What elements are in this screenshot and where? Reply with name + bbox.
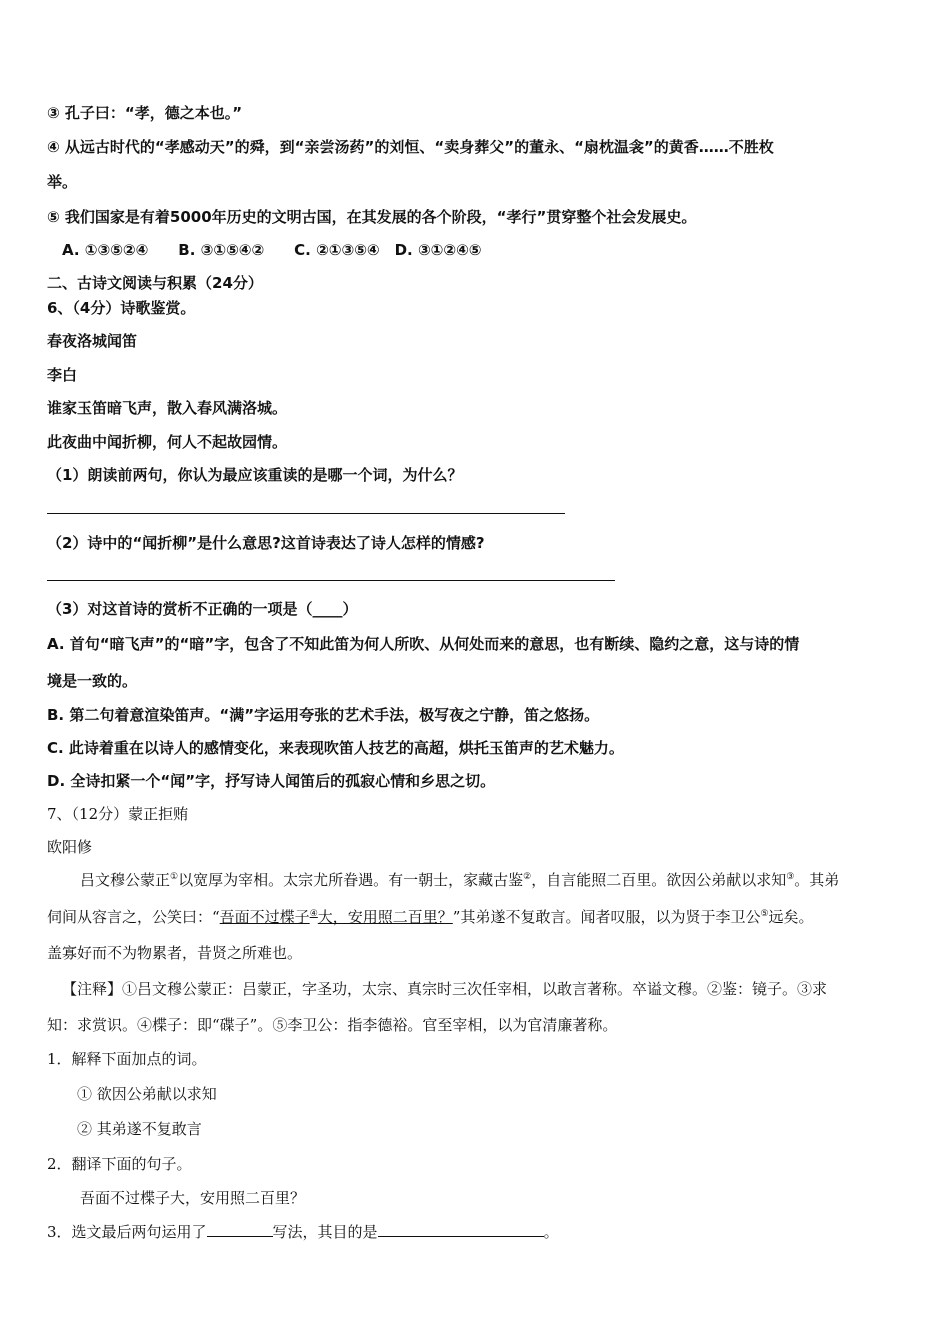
q6-option-b: B. 第二句着意渲染笛声。“满”字运用夸张的艺术手法，极写夜之宁静，笛之悠扬。 [47, 706, 600, 724]
q6-option-a-line2: 境是一致的。 [47, 672, 138, 690]
q6-sub1-answer-line[interactable] [47, 513, 565, 514]
q5-sentence-4-line1: ④ 从远古时代的“孝感动天”的舜，到“亲尝汤药”的刘恒、“卖身葬父”的董永、“扇枕温衾”的黄香……不胜枚 [47, 138, 774, 156]
q5-sentence-4-line2: 举。 [47, 173, 78, 191]
poem-author: 李白 [47, 366, 78, 384]
underlined-sentence-part1: 吾面不过楪子 [219, 908, 310, 926]
q7-question-1a: ① 欲因公弟献以求知 [77, 1085, 217, 1103]
q6-title: 6、（4分）诗歌鉴赏。 [47, 299, 196, 317]
q7-question-1b: ② 其弟遂不复敢言 [77, 1120, 202, 1138]
poem-line-1: 谁家玉笛暗飞声，散入春风满洛城。 [47, 399, 288, 417]
q6-option-c: C. 此诗着重在以诗人的感情变化，来表现吹笛人技艺的高超，烘托玉笛声的艺术魅力。 [47, 739, 624, 757]
q7-question-3-middle: 写法，其目的是 [272, 1223, 378, 1241]
q7-title: 7、（12分）蒙正拒贿 [47, 805, 189, 823]
footnote-marker: ③ [786, 872, 795, 882]
passage-text: 。其弟 [794, 871, 840, 889]
footnote-marker: ④ [309, 909, 318, 919]
passage-line-1 [80, 870, 839, 890]
footnote-marker: ② [523, 872, 532, 882]
passage-text: ”其弟遂不复敢言。闻者叹服，以为贤于李卫公 [452, 908, 761, 926]
q7-question-3-blank-1[interactable] [207, 1222, 273, 1237]
passage-text: ，自言能照二百里。欲因公弟献以求知 [531, 871, 787, 889]
q6-sub3-suffix: ） [342, 600, 358, 618]
q6-sub3-blank[interactable]: ____ [312, 600, 343, 618]
passage-line-3: 盖寡好而不为物累者，昔贤之所难也。 [47, 944, 303, 962]
q7-question-1: 1．解释下面加点的词。 [47, 1050, 207, 1068]
q6-sub3 [47, 599, 357, 619]
q6-sub2-answer-line[interactable] [47, 580, 615, 581]
q6-sub2: （2）诗中的“闻折柳”是什么意思?这首诗表达了诗人怎样的情感? [47, 534, 485, 552]
q7-question-2-sentence: 吾面不过楪子大，安用照二百里？ [80, 1189, 306, 1207]
q6-sub1: （1）朗读前两句，你认为最应该重读的是哪一个词，为什么？ [47, 466, 463, 484]
passage-text: 远矣。 [768, 908, 814, 926]
q7-question-3-suffix: 。 [543, 1223, 559, 1241]
section-2-heading: 二、古诗文阅读与积累（24分） [47, 274, 263, 292]
q7-question-3-prefix: 3．选文最后两句运用了 [47, 1223, 207, 1241]
annotation-line-2: 知：求赏识。④楪子：即“碟子”。⑤李卫公：指李德裕。官至宰相，以为官清廉著称。 [47, 1016, 618, 1034]
q6-option-a-line1: A. 首句“暗飞声”的“暗”字，包含了不知此笛为何人所吹、从何处而来的意思，也有断续、隐约之意，这与诗的情 [47, 635, 800, 653]
q7-author: 欧阳修 [47, 838, 93, 856]
q7-question-3 [47, 1222, 559, 1242]
footnote-marker: ⑤ [760, 909, 769, 919]
q6-sub3-prefix: （3）对这首诗的赏析不正确的一项是（ [47, 600, 313, 618]
q5-sentence-5: ⑤ 我们国家是有着5000年历史的文明古国，在其发展的各个阶段，“孝行”贯穿整个社会发展史。 [47, 208, 697, 226]
q7-question-3-blank-2[interactable] [378, 1222, 544, 1237]
q7-question-2: 2．翻译下面的句子。 [47, 1155, 192, 1173]
footnote-marker: ① [170, 872, 179, 882]
annotation-line-1: 【注释】①吕文穆公蒙正：吕蒙正，字圣功，太宗、真宗时三次任宰相，以敢言著称。卒谥文穆。②鉴：镜子。③求 [62, 980, 828, 998]
underlined-sentence-part2: 大，安用照二百里？ [317, 908, 453, 926]
poem-title: 春夜洛城闻笛 [47, 332, 138, 350]
passage-text: 伺间从容言之，公笑曰：“ [47, 908, 220, 926]
passage-text: 吕文穆公蒙正 [80, 871, 171, 889]
q5-options: A. ①③⑤②④ B. ③①⑤④② C. ②①③⑤④ D. ③①②④⑤ [62, 241, 482, 259]
poem-line-2: 此夜曲中闻折柳，何人不起故园情。 [47, 433, 288, 451]
passage-text: 以宽厚为宰相。太宗尤所眷遇。有一朝士，家藏古鉴 [178, 871, 524, 889]
q6-option-d: D. 全诗扣紧一个“闻”字，抒写诗人闻笛后的孤寂心情和乡思之切。 [47, 772, 496, 790]
q5-sentence-3: ③ 孔子曰：“孝，德之本也。” [47, 104, 243, 122]
passage-line-2 [47, 907, 814, 927]
